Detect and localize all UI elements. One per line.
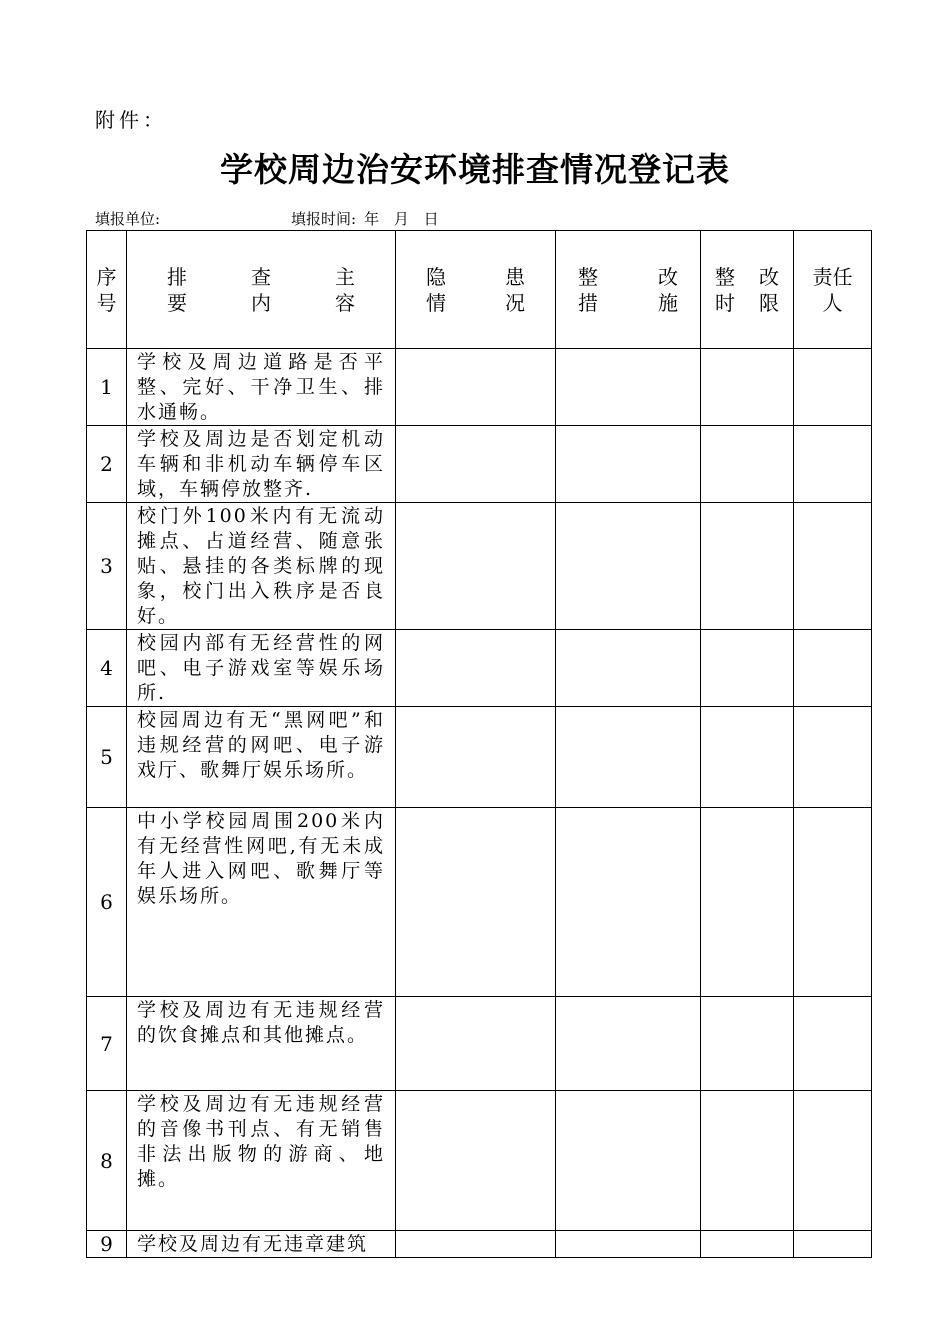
row-number: 1 <box>87 349 127 426</box>
deadline-cell[interactable] <box>701 997 794 1091</box>
table-row <box>87 1231 872 1258</box>
responsible-cell[interactable] <box>794 997 872 1091</box>
header-deadline-line1: 整 改 <box>715 264 779 289</box>
header-item <box>127 231 396 349</box>
fill-time-text: 填报时间: <box>291 210 357 228</box>
row-number: 3 <box>87 503 127 630</box>
hazard-cell[interactable] <box>396 707 556 808</box>
header-hazard <box>396 231 556 349</box>
responsible-cell[interactable] <box>794 707 872 808</box>
deadline-cell[interactable] <box>701 503 794 630</box>
measure-cell[interactable] <box>556 349 701 426</box>
deadline-cell[interactable] <box>701 707 794 808</box>
hazard-cell[interactable] <box>396 349 556 426</box>
row-number: 9 <box>87 1231 127 1258</box>
hazard-cell[interactable] <box>396 630 556 707</box>
header-deadline <box>701 231 794 349</box>
row-number: 5 <box>87 707 127 808</box>
header-measure-line1: 整 改 <box>578 264 678 289</box>
header-seq <box>87 231 127 349</box>
table-header-row <box>87 231 872 349</box>
deadline-cell[interactable] <box>701 808 794 997</box>
deadline-cell[interactable] <box>701 630 794 707</box>
row-content: 学校及周边有无违规经营的音像书刊点、有无销售非法出版物的游商、地摊。 <box>127 1091 396 1231</box>
table-row <box>87 1091 872 1231</box>
responsible-cell[interactable] <box>794 1231 872 1258</box>
deadline-cell[interactable] <box>701 349 794 426</box>
hazard-cell[interactable] <box>396 808 556 997</box>
row-number: 6 <box>87 808 127 997</box>
row-content: 校门外100米内有无流动摊点、占道经营、随意张贴、悬挂的各类标牌的现象，校门出入秩序是否良好。 <box>127 503 396 630</box>
table-row <box>87 707 872 808</box>
measure-cell[interactable] <box>556 808 701 997</box>
measure-cell[interactable] <box>556 1091 701 1231</box>
responsible-cell[interactable] <box>794 503 872 630</box>
table-row <box>87 630 872 707</box>
attachment-label: 附件： <box>95 108 167 132</box>
table-row <box>87 808 872 997</box>
hazard-cell[interactable] <box>396 503 556 630</box>
row-content: 中小学校园周围200米内有无经营性网吧,有无未成年人进入网吧、歌舞厅等娱乐场所。 <box>127 808 396 997</box>
measure-cell[interactable] <box>556 503 701 630</box>
responsible-cell[interactable] <box>794 1091 872 1231</box>
table-row <box>87 349 872 426</box>
header-hazard-line1: 隐 患 <box>426 264 525 289</box>
responsible-cell[interactable] <box>794 349 872 426</box>
hazard-cell[interactable] <box>396 426 556 503</box>
hazard-cell[interactable] <box>396 997 556 1091</box>
header-measure-line2: 措 施 <box>578 290 678 315</box>
inspection-table <box>86 230 872 1258</box>
deadline-cell[interactable] <box>701 1091 794 1231</box>
header-seq-line2: 号 <box>96 290 117 315</box>
header-responsible <box>794 231 872 349</box>
table-row <box>87 426 872 503</box>
row-number: 2 <box>87 426 127 503</box>
measure-cell[interactable] <box>556 630 701 707</box>
fill-time-units: 年 月 日 <box>364 210 439 228</box>
deadline-cell[interactable] <box>701 426 794 503</box>
fill-unit-label: 填报单位: <box>95 210 161 228</box>
responsible-cell[interactable] <box>794 808 872 997</box>
responsible-cell[interactable] <box>794 630 872 707</box>
measure-cell[interactable] <box>556 1231 701 1258</box>
fill-time-label <box>291 208 439 229</box>
header-hazard-line2: 情 况 <box>426 290 525 315</box>
row-content: 学校及周边有无违章建筑 <box>127 1231 396 1258</box>
table-row <box>87 503 872 630</box>
header-item-line1: 排 查 主 <box>167 264 355 289</box>
row-content: 学校及周边有无违规经营的饮食摊点和其他摊点。 <box>127 997 396 1091</box>
table-row <box>87 997 872 1091</box>
hazard-cell[interactable] <box>396 1091 556 1231</box>
header-measure <box>556 231 701 349</box>
row-number: 7 <box>87 997 127 1091</box>
header-responsible-line2: 人 <box>822 290 843 315</box>
measure-cell[interactable] <box>556 707 701 808</box>
responsible-cell[interactable] <box>794 426 872 503</box>
row-content: 学校及周边是否划定机动车辆和非机动车辆停车区域，车辆停放整齐. <box>127 426 396 503</box>
header-seq-line1: 序 <box>96 264 117 289</box>
header-deadline-line2: 时 限 <box>715 290 779 315</box>
row-content: 校园内部有无经营性的网吧、电子游戏室等娱乐场所. <box>127 630 396 707</box>
measure-cell[interactable] <box>556 426 701 503</box>
header-item-line2: 要 内 容 <box>167 290 355 315</box>
row-number: 8 <box>87 1091 127 1231</box>
header-responsible-line1: 责任 <box>812 264 853 289</box>
hazard-cell[interactable] <box>396 1231 556 1258</box>
measure-cell[interactable] <box>556 997 701 1091</box>
row-content: 校园周边有无“黑网吧”和违规经营的网吧、电子游戏厅、歌舞厅娱乐场所。 <box>127 707 396 808</box>
page-title: 学校周边治安环境排查情况登记表 <box>220 150 730 189</box>
row-number: 4 <box>87 630 127 707</box>
row-content: 学校及周边道路是否平整、完好、干净卫生、排水通畅。 <box>127 349 396 426</box>
deadline-cell[interactable] <box>701 1231 794 1258</box>
